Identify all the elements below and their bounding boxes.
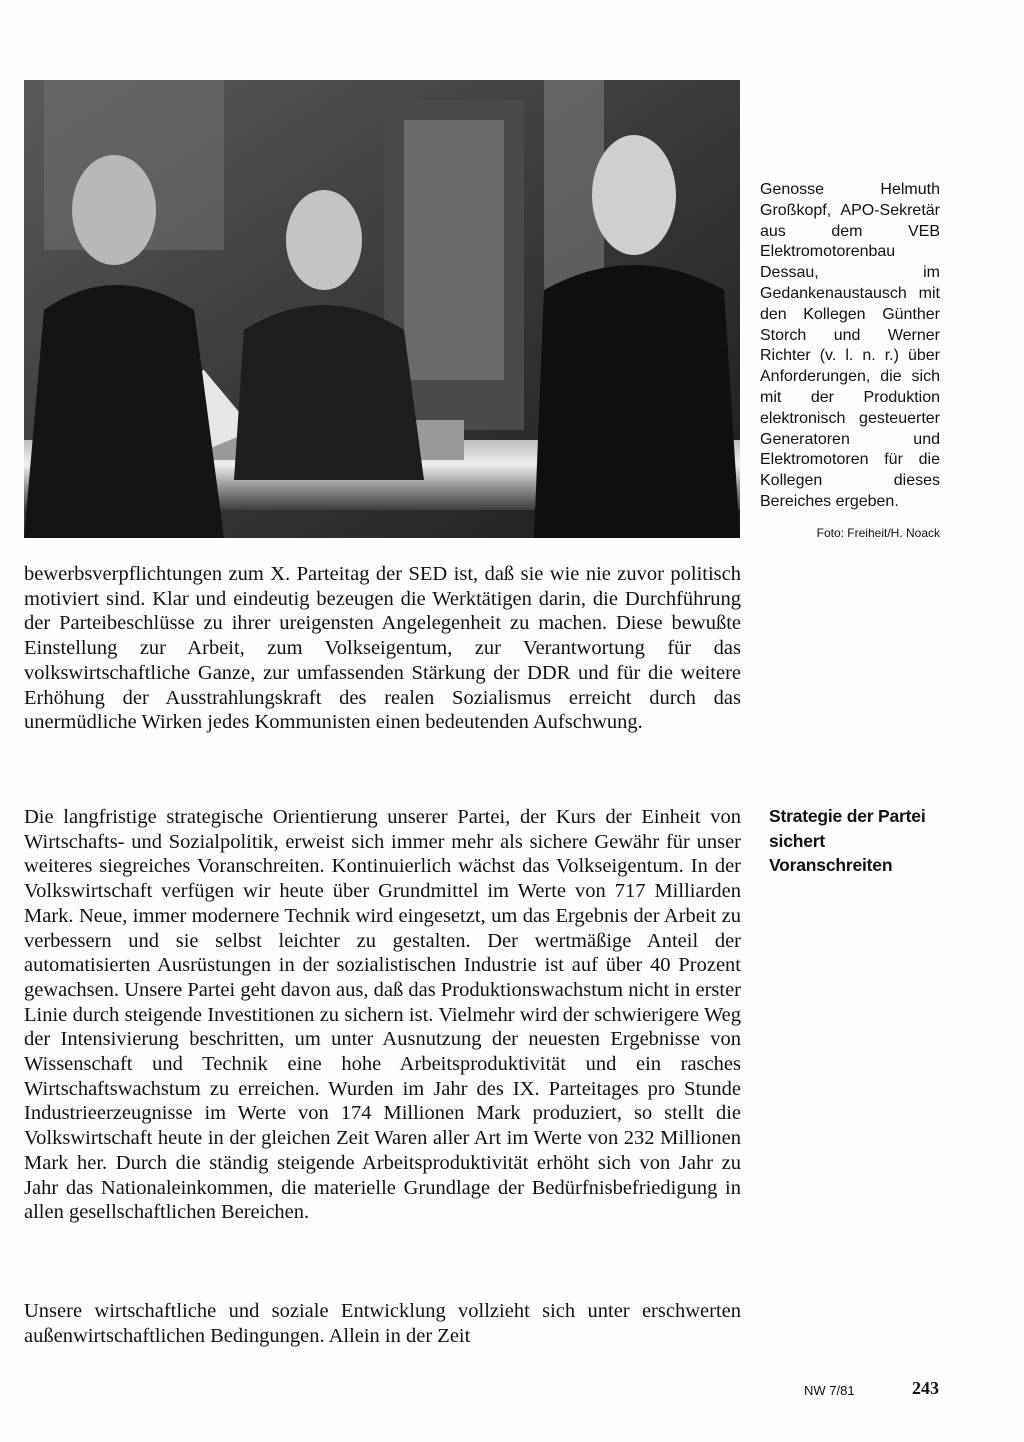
side-heading: Strategie der Partei sichert Voranschreiten	[769, 806, 926, 875]
article-paragraph: Die langfristige strategische Orientierung unserer Partei, der Kurs der Einheit von Wirtschafts- und Sozialpolitik, erweist sich immer mehr als sichere Gewähr für unser weiteres siegreiches Voranschreiten. Kontinuierlich wächst das Volkseigentum. In der Volkswirtschaft verfügen wir heute über Grundmittel im Werte von 717 Milliarden Mark. Neue, immer modernere Technik wird eingesetzt, um das Ergebnis der Arbeit zu verbessern und sie selbst leichter zu gestalten. Der wertmäßige Anteil der automatisierten Ausrüstungen in der sozialistischen Industrie ist auf über 40 Prozent gewachsen. Unsere Partei geht davon aus, daß das Produktionswachstum nicht in erster Linie durch steigende Investitionen zu sichern ist. Vielmehr wird der schwierigere Weg der Intensivierung beschritten, um unter Ausnutzung der neuesten Ergebnisse von Wissenschaft und Technik eine hohe Arbeitsproduktivität und ein rasches Wirtschaftswachstum zu erreichen. Wurden im Jahr des IX. Parteitages pro Stunde Industrieerzeugnisse im Werte von 174 Millionen Mark produziert, so stellt die Volkswirtschaft heute in der gleichen Zeit Waren aller Art im Werte von 232 Millionen Mark her. Durch die ständig steigende Arbeitsproduktivität erhöht sich von Jahr zu Jahr das Nationaleinkommen, die materielle Grundlage der Bedürfnisbefriedigung in allen gesellschaftlichen Bereichen.	[24, 806, 741, 1224]
issue-label: NW 7/81	[804, 1383, 855, 1398]
article-photo	[24, 80, 740, 538]
photo-icon	[24, 80, 740, 538]
photo-credit: Foto: Freiheit/H. Noack	[816, 526, 940, 540]
photo-caption: Genosse Helmuth Großkopf, APO-Sekretär aus dem VEB Elektromotorenbau Dessau, im Gedankenaustausch mit den Kollegen Günther Storch und Werner Richter (v. l. n. r.) über Anforderungen, die sich mit der Produktion elektronisch gesteuerter Generatoren und Elektromotoren für die Kollegen dieses Bereiches ergeben.	[760, 181, 940, 510]
article-paragraph: Unsere wirtschaftliche und soziale Entwicklung vollzieht sich unter erschwerten außenwirtschaftlichen Bedingungen. Allein in der Zeit	[24, 1300, 741, 1347]
article-paragraph: bewerbsverpflichtungen zum X. Parteitag der SED ist, daß sie wie nie zuvor politisch motiviert sind. Klar und eindeutig bezeugen die Werktätigen darin, die Durchführung der Parteibeschlüsse zu ihrer ureigensten Angelegenheit zu machen. Diese bewußte Einstellung zur Arbeit, zum Volkseigentum, zur Verantwortung für das volkswirtschaftliche Ganze, zur umfassenden Stärkung der DDR und für die weitere Erhöhung der Ausstrahlungskraft des realen Sozialismus erreicht durch das unermüdliche Wirken jedes Kommunisten einen bedeutenden Aufschwung.	[24, 563, 741, 734]
page-number: 243	[912, 1378, 939, 1398]
